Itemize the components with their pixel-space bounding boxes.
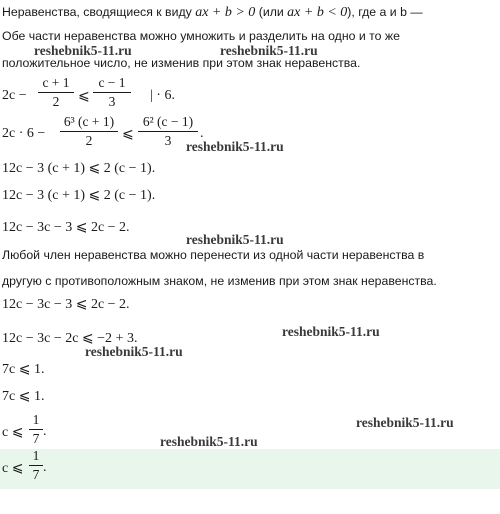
watermark: reshebnik5-11.ru bbox=[186, 139, 284, 154]
intro-line-2: Обе части неравенства можно умножить и разделить на одно и то же bbox=[2, 29, 400, 43]
fraction-numerator: 6² (c − 1) bbox=[142, 114, 194, 129]
fraction-bar bbox=[60, 131, 118, 132]
intro-text-c: ), где a и b — bbox=[347, 5, 423, 19]
watermark: reshebnik5-11.ru bbox=[160, 434, 258, 449]
step1-fraction-1 bbox=[38, 75, 74, 110]
equation-line: 12c − 3c − 3 ⩽ 2c − 2. bbox=[2, 220, 130, 235]
fraction-denominator: 2 bbox=[52, 94, 60, 109]
equation-line: 7c ⩽ 1. bbox=[2, 362, 45, 377]
intro-expr-2: ax + b < 0 bbox=[287, 5, 348, 20]
fraction-denominator: 3 bbox=[164, 133, 172, 148]
fraction-bar bbox=[138, 131, 198, 132]
answer-left: c ⩽ bbox=[2, 461, 24, 476]
equation-line: 12c − 3 (c + 1) ⩽ 2 (c − 1). bbox=[2, 161, 156, 176]
step1-fraction-2 bbox=[93, 75, 131, 110]
fraction-numerator: 1 bbox=[32, 448, 40, 463]
equation-line: 7c ⩽ 1. bbox=[2, 389, 45, 404]
intro-line-3: положительное число, не изменив при этом знак неравенства. bbox=[2, 56, 361, 70]
fraction-denominator: 2 bbox=[85, 133, 93, 148]
intro-expr-1: ax + b > 0 bbox=[195, 5, 256, 20]
rule-line-1: Любой член неравенства можно перенести из одной части неравенства в bbox=[2, 248, 425, 262]
answer-end: . bbox=[43, 460, 47, 475]
watermark: reshebnik5-11.ru bbox=[34, 43, 132, 58]
fraction-numerator: 6³ (c + 1) bbox=[63, 114, 115, 129]
fraction-denominator: 3 bbox=[108, 94, 116, 109]
result-end: . bbox=[43, 424, 47, 439]
step1-relation: ⩽ bbox=[78, 89, 90, 104]
intro-text-b: (или bbox=[255, 5, 288, 19]
fraction-denominator: 7 bbox=[32, 431, 40, 446]
fraction-bar bbox=[29, 429, 43, 430]
answer-highlight bbox=[0, 449, 500, 489]
equation-line: 12c − 3 (c + 1) ⩽ 2 (c − 1). bbox=[2, 188, 156, 203]
fraction-bar bbox=[29, 465, 43, 466]
fraction-bar bbox=[93, 92, 131, 93]
answer-fraction bbox=[29, 448, 43, 483]
watermark: reshebnik5-11.ru bbox=[220, 43, 318, 58]
rule-line-2: другую с противоположным знаком, не изменив при этом знак неравенства. bbox=[2, 274, 437, 288]
step2-end: . bbox=[200, 126, 204, 141]
fraction-numerator: c + 1 bbox=[42, 75, 70, 90]
watermark: reshebnik5-11.ru bbox=[85, 344, 183, 359]
watermark: reshebnik5-11.ru bbox=[186, 232, 284, 247]
result-fraction bbox=[29, 412, 43, 447]
step2-fraction-1 bbox=[60, 114, 118, 149]
intro-line-1 bbox=[2, 4, 423, 21]
step1-multiplier: | · 6. bbox=[150, 88, 175, 103]
result-left: c ⩽ bbox=[2, 425, 24, 440]
watermark: reshebnik5-11.ru bbox=[282, 324, 380, 339]
step2-relation: ⩽ bbox=[122, 127, 134, 142]
fraction-denominator: 7 bbox=[32, 467, 40, 482]
watermark: reshebnik5-11.ru bbox=[356, 415, 454, 430]
intro-text-a: Неравенства, сводящиеся к виду bbox=[2, 5, 196, 19]
equation-line: 12c − 3c − 2c ⩽ −2 + 3. bbox=[2, 331, 138, 346]
fraction-numerator: 1 bbox=[32, 412, 40, 427]
fraction-numerator: c − 1 bbox=[98, 75, 126, 90]
step1-left: 2c − bbox=[2, 88, 27, 103]
step2-left: 2c · 6 − bbox=[2, 126, 46, 141]
fraction-bar bbox=[38, 92, 74, 93]
equation-line: 12c − 3c − 3 ⩽ 2c − 2. bbox=[2, 297, 130, 312]
